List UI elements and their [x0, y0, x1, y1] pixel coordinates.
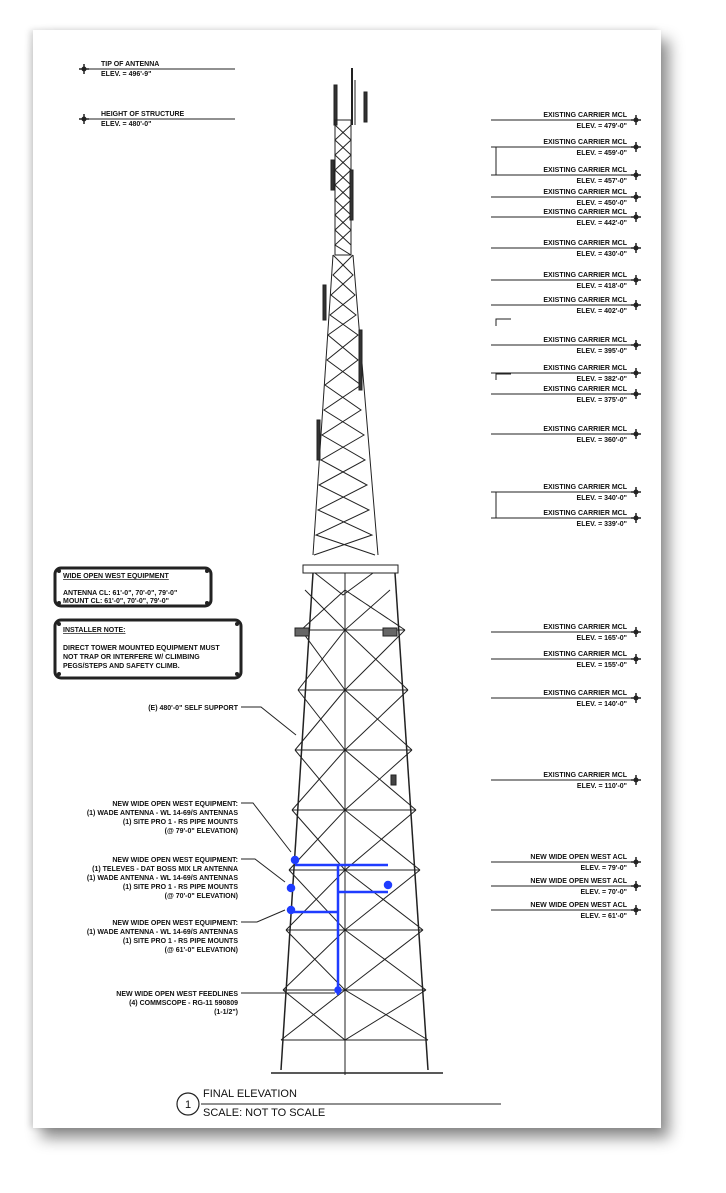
- tag-title: EXISTING CARRIER MCL: [543, 484, 627, 491]
- callout-line: (1) WADE ANTENNA - WL 14-69/S ANTENNAS: [86, 875, 238, 882]
- callout-line: (@ 79'-0" ELEVATION): [164, 828, 238, 835]
- tag-elev: ELEV. = 70'-0": [580, 889, 627, 896]
- tag-elev: ELEV. = 155'-0": [576, 662, 627, 669]
- tag-elev: ELEV. = 79'-0": [580, 865, 627, 872]
- tag-title: EXISTING CARRIER MCL: [543, 297, 627, 304]
- right-elevation-tag: [491, 386, 641, 404]
- callout-line: (1) WADE ANTENNA - WL 14-69/S ANTENNAS: [86, 929, 238, 936]
- tag-elev: ELEV. = 402'-0": [576, 308, 627, 315]
- tag-elev: ELEV. = 430'-0": [576, 251, 627, 258]
- tag-elev: ELEV. = 375'-0": [576, 397, 627, 404]
- right-elevation-tag: [491, 297, 641, 315]
- right-elevation-tag: [491, 624, 641, 642]
- elevation-marker-dot: [634, 303, 639, 308]
- callout-line: NEW WIDE OPEN WEST FEEDLINES: [116, 991, 238, 998]
- elevation-marker-dot: [634, 490, 639, 495]
- tag-elev: ELEV. = 360'-0": [576, 437, 627, 444]
- top-left-tag-2: [79, 111, 235, 128]
- right-elevation-tag: [491, 240, 641, 258]
- elevation-marker-dot: [634, 657, 639, 662]
- tag-elev: ELEV. = 110'-0": [576, 783, 627, 790]
- tag-elev: ELEV. = 339'-0": [576, 521, 627, 528]
- elevation-marker-dot: [634, 432, 639, 437]
- installer-note-line-1: DIRECT TOWER MOUNTED EQUIPMENT MUST: [63, 645, 220, 652]
- tag-elev: ELEV. = 61'-0": [580, 913, 627, 920]
- callout-self-support: [148, 705, 296, 735]
- elevation-marker-dot: [634, 371, 639, 376]
- right-elevation-tag: [491, 272, 641, 290]
- equipment-box-heading: WIDE OPEN WEST EQUIPMENT: [63, 573, 169, 580]
- installer-note-heading: INSTALLER NOTE:: [63, 627, 126, 634]
- tag-elev: ELEV. = 479'-0": [576, 123, 627, 130]
- detail-scale: SCALE: NOT TO SCALE: [203, 1107, 326, 1119]
- tag-title: EXISTING CARRIER MCL: [543, 337, 627, 344]
- right-elevation-tag: [491, 878, 641, 896]
- elevation-marker-dot: [634, 246, 639, 251]
- elevation-marker-dot: [634, 173, 639, 178]
- tag-elev: ELEV. = 140'-0": [576, 701, 627, 708]
- elevation-marker-dot: [634, 884, 639, 889]
- tag-elev: ELEV. = 418'-0": [576, 283, 627, 290]
- tag-elev: ELEV. = 165'-0": [576, 635, 627, 642]
- tag-elev: ELEV. = 457'-0": [576, 178, 627, 185]
- tag-title: EXISTING CARRIER MCL: [543, 510, 627, 517]
- callout-feedlines: [116, 991, 335, 1016]
- callout-line: (4) COMMSCOPE - RG-11 590809: [129, 1000, 238, 1007]
- right-elevation-tags: [491, 112, 641, 920]
- elevation-marker-dot: [634, 908, 639, 913]
- right-elevation-tag: [491, 167, 641, 185]
- callout-line: (1) WADE ANTENNA - WL 14-69/S ANTENNAS: [86, 810, 238, 817]
- tag-title: NEW WIDE OPEN WEST ACL: [530, 854, 627, 861]
- elevation-marker-dot: [634, 145, 639, 150]
- callout-line: (@ 70'-0" ELEVATION): [164, 893, 238, 900]
- callout-line: (1-1/2"): [214, 1009, 238, 1016]
- tag-title: EXISTING CARRIER MCL: [543, 690, 627, 697]
- elevation-marker-dot: [634, 278, 639, 283]
- right-elevation-tag: [491, 365, 641, 383]
- right-elevation-tag: [491, 772, 641, 790]
- title-block: [177, 1088, 501, 1119]
- right-elevation-tag: [491, 854, 641, 872]
- new-equipment-blue: [288, 857, 391, 995]
- callout-line: NEW WIDE OPEN WEST EQUIPMENT:: [112, 801, 238, 808]
- right-elevation-tag: [491, 209, 641, 227]
- tag-title: EXISTING CARRIER MCL: [543, 426, 627, 433]
- tag-title: EXISTING CARRIER MCL: [543, 112, 627, 119]
- callout-line: (E) 480'-0" SELF SUPPORT: [148, 705, 238, 712]
- tag-elev: ELEV. = 382'-0": [576, 376, 627, 383]
- right-elevation-tag: [491, 337, 641, 355]
- callout-line: (1) SITE PRO 1 - RS PIPE MOUNTS: [122, 819, 238, 826]
- top-left-tag-1: [79, 61, 235, 78]
- tower-elevation-drawing: [33, 30, 661, 1128]
- tag-elev: ELEV. = 450'-0": [576, 200, 627, 207]
- right-elevation-tag: [491, 510, 641, 528]
- tag-elev: ELEV. = 496'-9": [101, 71, 152, 78]
- tag-title: EXISTING CARRIER MCL: [543, 240, 627, 247]
- tag-title: EXISTING CARRIER MCL: [543, 651, 627, 658]
- installer-note-line-3: PEGS/STEPS AND SAFETY CLIMB.: [63, 663, 180, 670]
- equipment-box: [55, 568, 211, 606]
- callout-line: (1) TELEVES - DAT BOSS MIX LR ANTENNA: [92, 866, 238, 873]
- elevation-marker-dot: [634, 516, 639, 521]
- elevation-marker-dot: [634, 860, 639, 865]
- installer-note-line-2: NOT TRAP OR INTERFERE W/ CLIMBING: [63, 654, 200, 661]
- tag-title: EXISTING CARRIER MCL: [543, 772, 627, 779]
- tag-title: EXISTING CARRIER MCL: [543, 139, 627, 146]
- right-elevation-tag: [491, 484, 641, 502]
- tower-structure: [271, 68, 443, 1075]
- right-elevation-tag: [491, 189, 641, 207]
- elevation-marker-dot: [634, 778, 639, 783]
- tag-title: EXISTING CARRIER MCL: [543, 209, 627, 216]
- tag-title: EXISTING CARRIER MCL: [543, 189, 627, 196]
- tag-elev: ELEV. = 442'-0": [576, 220, 627, 227]
- callout-70-equipment: [87, 857, 285, 900]
- tag-title: EXISTING CARRIER MCL: [543, 167, 627, 174]
- equipment-box-line-2: MOUNT CL: 61'-0", 70'-0", 79'-0": [63, 598, 169, 605]
- callout-79-equipment: [87, 801, 291, 852]
- tag-elev: ELEV. = 340'-0": [576, 495, 627, 502]
- tag-elev: ELEV. = 459'-0": [576, 150, 627, 157]
- right-elevation-tag: [491, 139, 641, 157]
- callout-61-equipment: [87, 910, 285, 954]
- elevation-marker-dot: [634, 343, 639, 348]
- tag-title: EXISTING CARRIER MCL: [543, 365, 627, 372]
- tag-title: EXISTING CARRIER MCL: [543, 272, 627, 279]
- elevation-marker-dot: [634, 195, 639, 200]
- elevation-marker-dot: [634, 630, 639, 635]
- tag-elev: ELEV. = 480'-0": [101, 121, 152, 128]
- callout-line: (1) SITE PRO 1 - RS PIPE MOUNTS: [122, 938, 238, 945]
- callout-line: NEW WIDE OPEN WEST EQUIPMENT:: [112, 920, 238, 927]
- tag-title: TIP OF ANTENNA: [101, 61, 160, 68]
- detail-title: FINAL ELEVATION: [203, 1088, 297, 1100]
- elevation-marker-dot: [634, 392, 639, 397]
- tag-title: EXISTING CARRIER MCL: [543, 386, 627, 393]
- callout-line: NEW WIDE OPEN WEST EQUIPMENT:: [112, 857, 238, 864]
- right-elevation-tag: [491, 112, 641, 130]
- callout-line: (1) SITE PRO 1 - RS PIPE MOUNTS: [122, 884, 238, 891]
- tag-elev: ELEV. = 395'-0": [576, 348, 627, 355]
- callout-line: (@ 61'-0" ELEVATION): [164, 947, 238, 954]
- tag-title: NEW WIDE OPEN WEST ACL: [530, 878, 627, 885]
- tag-title: NEW WIDE OPEN WEST ACL: [530, 902, 627, 909]
- equipment-box-line-1: ANTENNA CL: 61'-0", 70'-0", 79'-0": [63, 590, 178, 597]
- right-elevation-tag: [491, 426, 641, 444]
- tag-title: HEIGHT OF STRUCTURE: [101, 111, 185, 118]
- leader-brackets: [496, 147, 511, 518]
- elevation-marker-dot: [634, 118, 639, 123]
- right-elevation-tag: [491, 651, 641, 669]
- detail-number: 1: [184, 1099, 192, 1111]
- right-elevation-tag: [491, 902, 641, 920]
- drawing-sheet: [33, 30, 661, 1128]
- tag-title: EXISTING CARRIER MCL: [543, 624, 627, 631]
- elevation-marker-dot: [634, 696, 639, 701]
- elevation-marker-dot: [634, 215, 639, 220]
- installer-note-box: [55, 620, 241, 678]
- right-elevation-tag: [491, 690, 641, 708]
